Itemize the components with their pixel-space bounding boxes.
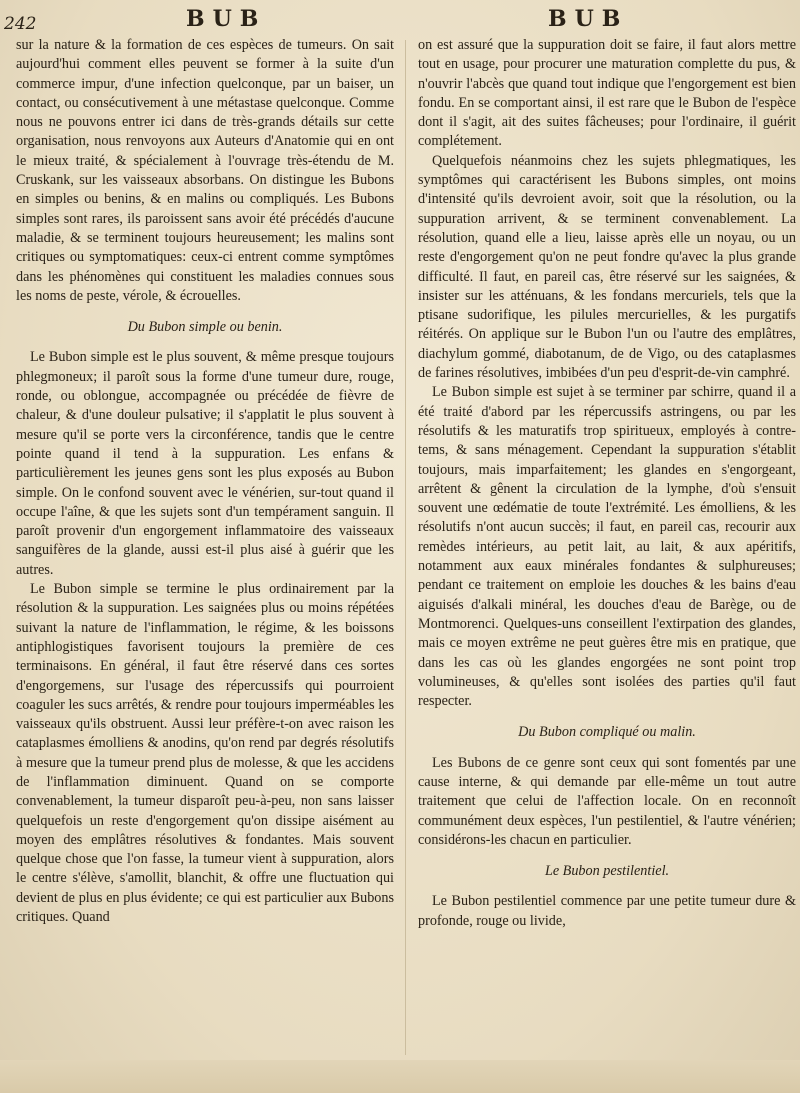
- paragraph: Le Bubon simple se termine le plus ordinairement par la résolution & la suppuration. Les saignées plus ou moins répétées suivant la nature de l'inflammation, le régime, & les boissons antiphlogistiques favorisent toujours la première de ces terminaisons. En général, il faut être réservé dans ces sortes d'engorgemens, sur l'usage des répercussifs qui pourroient coaguler les sucs arrêtés, & rendre pour toujours imperméables les vaisseaux qu'ils obstruent. Aussi leur préfère-t-on avec raison les cataplasmes émolliens & anodins, qu'on rend par degrés résolutifs à mesure que la tumeur prend plus de molesse, & que les accidens de l'inflammation diminuent. Quand on se comporte convenablement, la tumeur disparoît peu-à-peu, non sans laisser quelquefois un reste d'engorgement qu'on dissipe aisément au moyen des emplâtres résolutives & fondantes. Mais souvent quelque chose que l'on fasse, la tumeur vient à suppuration, alors le centre s'élève, s'amollit, blanchit, & offre une fluctuation qui devient de plus en plus évidente; ce qui est particulier aux Bubons critiques. Quand: [16, 581, 394, 926]
- paragraph: Les Bubons de ce genre sont ceux qui sont fomentés par une cause interne, & qui demande par elle-même un tout autre traitement que celui de l'affection locale. On en reconnoît communément deux espèces, l'un pestilentiel, & l'autre vénérien; considérons-les chacun en particulier.: [418, 754, 796, 848]
- left-column: [16, 36, 394, 927]
- running-head-right: BUB: [548, 6, 629, 32]
- section-heading: Le Bubon pestilentiel.: [544, 863, 670, 880]
- running-head-left: BUB: [186, 6, 267, 32]
- paragraph: Le Bubon pestilentiel commence par une petite tumeur dure & profonde, rouge ou livide,: [418, 893, 796, 929]
- paragraph: Quelquefois néanmoins chez les sujets phlegmatiques, les symptômes qui caractérisent les Bubons simples, ont moins d'intensité qu'ils devroient avoir, soit que la résolution, ou la suppuration arrivent, & se terminent convenablement. La résolution, quand elle a lieu, laisse après elle un noyau, ou un reste d'engorgement qu'on ne peut fondre qu'avec la plus grande difficulté. Il faut, en pareil cas, être réservé sur les saignées, & insister sur les atténuans, & les fondans mercuriels, tels que la ptisane sudorifique, les pilules mercurielles, & les purgatifs réitérés. On applique sur le Bubon l'un ou l'autre des emplâtres, diachylum gommé, diabotanum, de de Vigo, ou des cataplasmes de farines résolutives, imbibées d'un peu d'esprit-de-vin camphré.: [418, 152, 796, 382]
- paragraph: Le Bubon simple est sujet à se terminer par schirre, quand il a été traité d'abord par les répercussifs astringens, ou par les résolutifs & les maturatifs trop spiritueux, employés à contre-tems, & sans ménagement. Cependant la suppuration s'établit toujours, mais imparfaitement; les glandes en s'engorgeant, arrêtent & gênent la circulation de la lymphe, d'où s'ensuit souvent une œdématie de toute l'extrémité. Les émolliens, & les résolutifs n'ont aucun succès; il faut, en pareil cas, recourir aux remèdes intérieurs, au petit lait, au lait, & aux apéritifs, notamment aux eaux minérales fondantes & sulphureuses; pendant ce traitement on emploie les douches & les bains d'eau aiguisés d'alkali minéral, les douches d'eau de Barège, ou de Montmorenci. Quelques-uns conseillent l'extirpation des glandes, mais ce moyen extrême ne peut guères être mis en pratique, que dans les cas où les glandes engorgées ne sont point trop volumineuses, & qu'elles sont isolées des parties qu'il faut respecter.: [418, 384, 796, 710]
- paragraph: Le Bubon simple est le plus souvent, & même presque toujours phlegmoneux; il paroît sous la forme d'une tumeur dure, rouge, ronde, ou oblongue, accompagnée ou précédée de fièvre de chaleur, & d'une douleur pulsative; il s'applatit le plus souvent à mesure qu'il se porte vers la circonférence, tandis que le centre pointe quand il tend à la suppuration. Les enfans & particulièrement les jeunes gens sont les plus exposés au Bubon simple. On le confond souvent avec le vénérien, sur-tout quand il occupe l'aîne, & que les sujets sont d'un tempérament sanguin. Il paroît provenir d'un engorgement inflammatoire des vaisseaux sanguifères de la glande, aussi est-il plus aisé à guérir que les autres.: [16, 349, 394, 578]
- section-heading: Du Bubon simple ou benin.: [127, 319, 283, 336]
- page-bottom-margin: [0, 1060, 800, 1093]
- paragraph: on est assuré que la suppuration doit se faire, il faut alors mettre tout en usage, pour procurer une maturation complette du pus, & n'ouvrir l'abcès que quand tout indique que l'engorgement est bien fondu. En se comportant ainsi, il est rare que le Bubon de l'espèce dont il s'agit, ait des suites fâcheuses; pour l'ordinaire, il guérit complétement.: [418, 37, 796, 150]
- section-heading: Du Bubon compliqué ou malin.: [518, 724, 696, 741]
- right-column: [418, 36, 796, 931]
- column-divider: [405, 40, 406, 1055]
- page-number: 242: [4, 14, 37, 34]
- page-header: [0, 4, 800, 34]
- paragraph: sur la nature & la formation de ces espèces de tumeurs. On sait aujourd'hui comment elles peuvent se former à la suite d'un commerce impur, d'une infection quelconque, par un baiser, un contact, ou consécutivement à une métastase quelconque. Comme nous ne pouvons entrer ici dans de très-grands détails sur cette organisation, nous renvoyons aux Auteurs d'Anatomie qui en ont le mieux traité, & spécialement à l'ouvrage très-étendu de M. Cruskank, sur les vaisseaux absorbans. On distingue les Bubons en simples ou benins, & en malins ou compliqués. Les Bubons simples sont rares, ils paroissent sans avoir été précédés d'aucune maladie, & se terminent toujours heureusement; les malins sont critiques ou symptomatiques: ceux-ci entrent comme symptômes dans les phénomènes qui constituent les maladies connues sous les noms de peste, vérole, & écrouelles.: [16, 37, 394, 304]
